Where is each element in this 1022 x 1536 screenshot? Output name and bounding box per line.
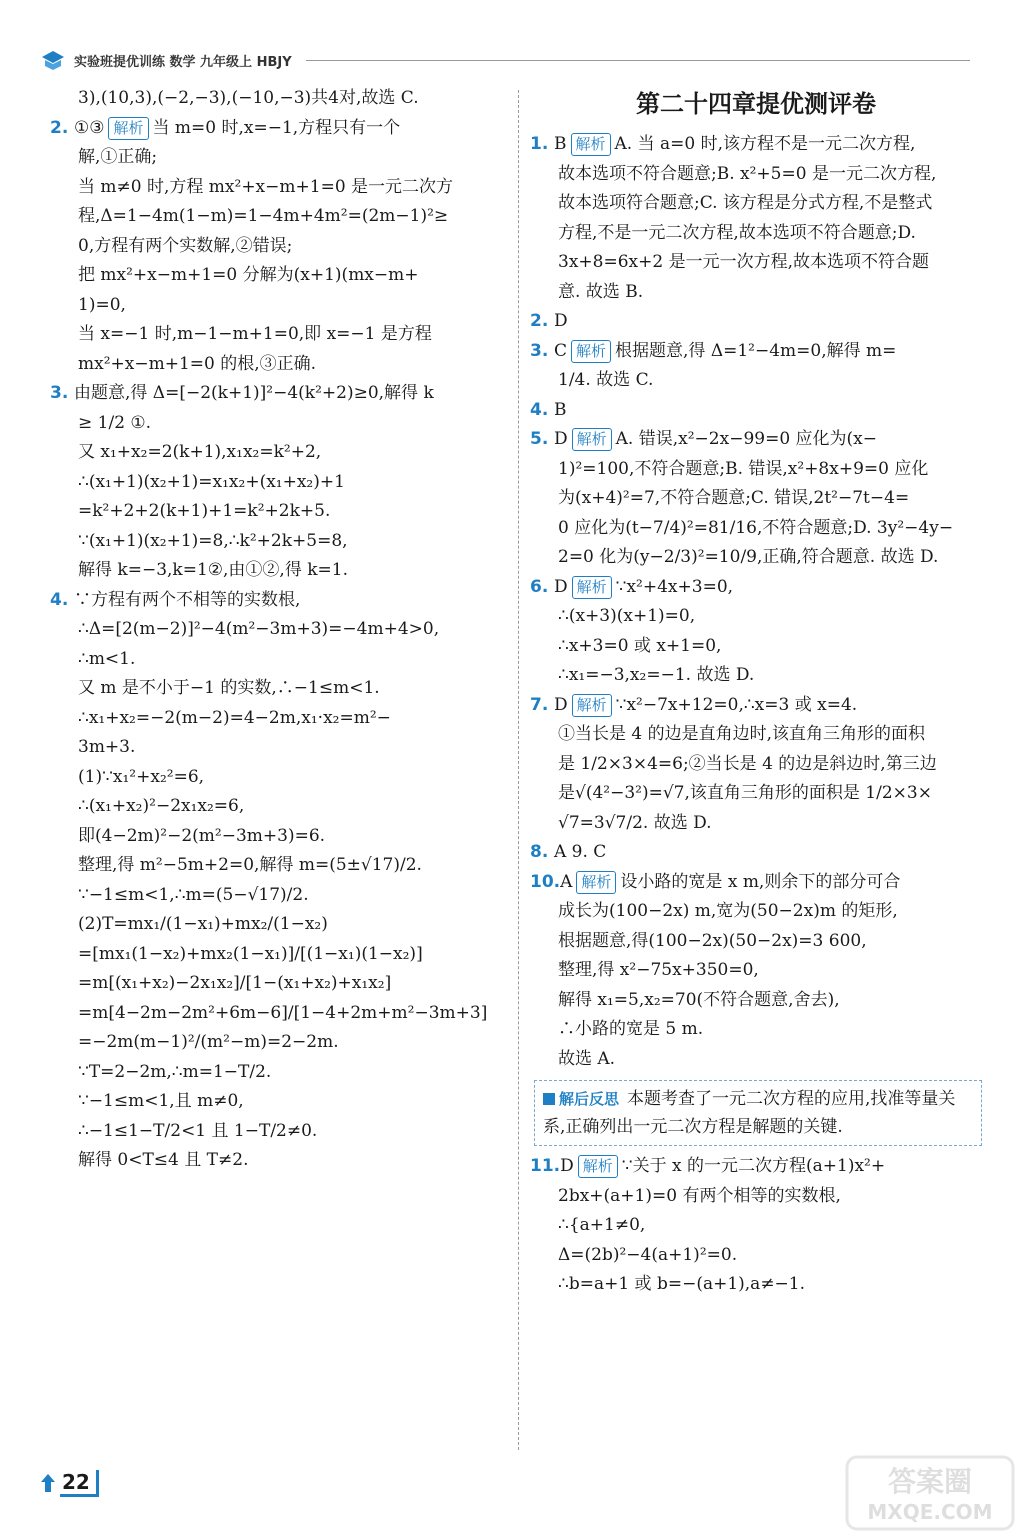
text-line — [50, 763, 506, 793]
text-line — [50, 114, 506, 144]
line-text: =k²+2+2(k+1)+1=k²+2k+5. — [78, 501, 331, 521]
text-line — [530, 189, 982, 219]
line-text: 2bx+(a+1)=0 有两个相等的实数根, — [558, 1185, 841, 1206]
up-arrow-icon — [40, 1473, 56, 1493]
question-number: 3. — [50, 383, 69, 403]
line-text: 故选 A. — [558, 1048, 616, 1069]
text-line — [50, 320, 506, 350]
question-number: 5. — [530, 429, 549, 449]
text-line — [530, 691, 982, 721]
line-text: 设小路的宽是 x m,则余下的部分可合 — [620, 871, 901, 892]
text-line — [530, 248, 982, 278]
line-text: ∴x₁=−3,x₂=−1. 故选 D. — [558, 665, 755, 685]
text-line — [530, 366, 982, 396]
line-text: 2=0 化为(y−2/3)²=10/9,正确,符合题意. 故选 D. — [558, 547, 939, 567]
text-line — [530, 661, 982, 691]
text-line — [50, 173, 506, 203]
line-text: √7=3√7/2. 故选 D. — [558, 812, 712, 833]
line-text: 由题意,得 Δ=[−2(k+1)]²−4(k²+2)≥0,解得 k — [74, 383, 434, 403]
text-line — [530, 720, 982, 750]
line-text: 当 m≠0 时,方程 mx²+x−m+1=0 是一元二次方 — [78, 176, 454, 197]
text-line — [530, 337, 982, 367]
left-column — [50, 84, 506, 1176]
line-text: 解得 0<T≤4 且 T≠2. — [78, 1150, 249, 1170]
analysis-tag: 解析 — [572, 428, 612, 451]
line-text: (1)∵x₁²+x₂²=6, — [78, 766, 205, 787]
analysis-tag: 解析 — [108, 117, 148, 140]
line-text: 解得 k=−3,k=1②,由①②,得 k=1. — [78, 560, 348, 580]
analysis-tag: 解析 — [571, 133, 611, 156]
line-text: 成长为(100−2x) m,宽为(50−2x)m 的矩形, — [558, 901, 898, 921]
line-text: 解得 x₁=5,x₂=70(不符合题意,舍去), — [558, 989, 840, 1010]
text-line — [530, 396, 982, 426]
line-text: ∵−1≤m<1,∴m=(5−√17)/2. — [78, 884, 309, 905]
text-line — [530, 868, 982, 898]
line-text: 故本选项不符合题意;B. x²+5=0 是一元二次方程, — [558, 163, 937, 184]
question-number: 6. — [530, 576, 549, 597]
line-text: 整理,得 m²−5m+2=0,解得 m=(5±√17)/2. — [78, 855, 422, 875]
text-line — [50, 409, 506, 439]
text-line — [50, 940, 506, 970]
note-label: 解后反思 — [559, 1090, 620, 1108]
line-text: Δ=(2b)²−4(a+1)²=0. — [558, 1244, 738, 1265]
page-number-box — [40, 1468, 99, 1498]
text-line — [530, 602, 982, 632]
text-line — [50, 438, 506, 468]
text-line — [530, 779, 982, 809]
line-text: ∵T=2−2m,∴m=1−T/2. — [78, 1061, 272, 1082]
line-text: =m[4−2m−2m²+6m−6]/[1−4+2m+m²−3m+3] — [78, 1002, 488, 1023]
text-line — [530, 897, 982, 927]
text-line — [50, 556, 506, 586]
text-line — [530, 1211, 982, 1241]
answer-choice: ①③ — [74, 117, 105, 138]
answers-list-2 — [530, 1152, 982, 1300]
watermark-logo — [845, 1455, 1015, 1531]
text-line — [530, 632, 982, 662]
line-text: 根据题意,得(100−2x)(50−2x)=3 600, — [558, 930, 867, 951]
text-line — [530, 956, 982, 986]
answer-choice: D — [554, 311, 568, 331]
line-text: 1)²=100,不符合题意;B. 错误,x²+8x+9=0 应化 — [558, 458, 929, 479]
line-text: mx²+x−m+1=0 的根,③正确. — [78, 353, 317, 374]
line-text: ①当长是 4 的边是直角边时,该直角三角形的面积 — [558, 724, 926, 744]
text-line — [530, 1182, 982, 1212]
question-number: 4. — [530, 399, 549, 420]
text-line — [530, 1045, 982, 1075]
note-text: 本题考查了一元二次方程的应用,找准等量关系,正确列出一元二次方程是解题的关键. — [543, 1089, 956, 1137]
line-text: 9. C — [566, 842, 607, 862]
analysis-tag: 解析 — [572, 576, 612, 599]
line-text: ∴(x+3)(x+1)=0, — [558, 606, 696, 626]
text-line — [50, 1117, 506, 1147]
text-line — [50, 704, 506, 734]
line-text: 又 m 是不小于−1 的实数,∴−1≤m<1. — [78, 678, 380, 698]
line-text: ∵方程有两个不相等的实数根, — [74, 589, 301, 610]
header-rule — [306, 60, 970, 61]
text-line — [530, 425, 982, 455]
answer-choice: B — [554, 134, 567, 154]
text-line — [530, 307, 982, 337]
line-text: =[mx₁(1−x₂)+mx₂(1−x₁)]/[(1−x₁)(1−x₂)] — [78, 943, 423, 964]
line-text: A. 当 a=0 时,该方程不是一元二次方程, — [614, 134, 916, 154]
text-line — [530, 278, 982, 308]
text-line — [530, 1241, 982, 1271]
text-line — [530, 130, 982, 160]
text-line — [530, 543, 982, 573]
text-line — [50, 822, 506, 852]
analysis-tag: 解析 — [571, 340, 611, 363]
answer-choice: D — [554, 429, 568, 449]
text-line — [50, 202, 506, 232]
chapter-title: 第二十四章提优测评卷 — [636, 90, 876, 118]
line-text: 解,①正确; — [78, 147, 158, 167]
text-line — [530, 1152, 982, 1182]
analysis-tag: 解析 — [578, 1155, 618, 1178]
line-text: 0,方程有两个实数解,②错误; — [78, 235, 293, 256]
line-text: ∴(x₁+x₂)²−2x₁x₂=6, — [78, 796, 245, 816]
question-number: 1. — [530, 134, 549, 154]
text-line — [50, 733, 506, 763]
text-line — [50, 1028, 506, 1058]
text-line — [50, 1146, 506, 1176]
line-text: 1/4. 故选 C. — [558, 370, 654, 390]
question-number: 7. — [530, 694, 549, 715]
watermark-url: MXQE.COM — [867, 1500, 993, 1524]
question-number: 10. — [530, 871, 561, 892]
question-number: 3. — [530, 340, 549, 361]
text-line — [530, 484, 982, 514]
text-line — [50, 910, 506, 940]
line-text: ∴−1≤1−T/2<1 且 1−T/2≠0. — [78, 1120, 318, 1141]
line-text: A. 错误,x²−2x−99=0 应化为(x− — [615, 429, 877, 449]
question-number: 8. — [530, 842, 549, 862]
line-text: 根据题意,得 Δ=1²−4m=0,解得 m= — [615, 340, 897, 361]
answer-choice: D — [554, 576, 568, 597]
text-line — [50, 615, 506, 645]
line-text: ∴Δ=[2(m−2)]²−4(m²−3m+3)=−4m+4>0, — [78, 619, 440, 639]
line-text: 0 应化为(t−7/4)²=81/16,不符合题意;D. 3y²−4y− — [558, 517, 954, 538]
text-line — [50, 851, 506, 881]
text-line — [50, 350, 506, 380]
line-text: 1)=0, — [78, 294, 126, 315]
text-line — [530, 219, 982, 249]
question-number: 4. — [50, 589, 69, 610]
line-text: ∵关于 x 的一元二次方程(a+1)x²+ — [621, 1156, 886, 1176]
text-line — [50, 379, 506, 409]
line-text: 程,Δ=1−4m(1−m)=1−4m+4m²=(2m−1)²≥ — [78, 206, 449, 226]
question-number: 2. — [50, 117, 69, 138]
line-text: ∵x²−7x+12=0,∴x=3 或 x=4. — [615, 694, 858, 715]
line-text: ∴x₁+x₂=−2(m−2)=4−2m,x₁·x₂=m²− — [78, 707, 391, 728]
text-line — [50, 1087, 506, 1117]
column-divider — [518, 90, 519, 1450]
text-line — [50, 291, 506, 321]
line-text: ∴b=a+1 或 b=−(a+1),a≠−1. — [558, 1274, 806, 1294]
reflection-note — [534, 1080, 982, 1146]
text-line — [530, 573, 982, 603]
text-line — [50, 674, 506, 704]
line-text: 即(4−2m)²−2(m²−3m+3)=6. — [78, 825, 326, 846]
line-text: 3x+8=6x+2 是一元一次方程,故本选项不符合题 — [558, 252, 929, 272]
book-logo-icon — [40, 49, 66, 71]
question-number: 2. — [530, 311, 549, 331]
text-line — [50, 468, 506, 498]
answer-choice: C — [554, 340, 568, 361]
text-line — [50, 261, 506, 291]
text-line — [530, 750, 982, 780]
text-line — [530, 1270, 982, 1300]
text-line — [530, 809, 982, 839]
line-text: 方程,不是一元二次方程,故本选项不符合题意;D. — [558, 222, 916, 243]
line-text: ∵(x₁+1)(x₂+1)=8,∴k²+2k+5=8, — [78, 530, 348, 551]
text-line — [50, 84, 506, 114]
line-text: 故本选项符合题意;C. 该方程是分式方程,不是整式 — [558, 193, 933, 213]
text-line — [530, 455, 982, 485]
text-line — [50, 232, 506, 262]
line-text: 是√(4²−3²)=√7,该直角三角形的面积是 1/2×3× — [558, 783, 932, 803]
line-text: 当 m=0 时,x=−1,方程只有一个 — [152, 117, 401, 138]
answer-choice: D — [560, 1156, 574, 1176]
text-line — [50, 1058, 506, 1088]
answer-choice: A — [560, 871, 573, 892]
line-text: 为(x+4)²=7,不符合题意;C. 错误,2t²−7t−4= — [558, 488, 910, 508]
text-line — [50, 792, 506, 822]
page-number: 22 — [60, 1470, 99, 1497]
text-line — [530, 1015, 982, 1045]
text-line — [530, 927, 982, 957]
line-text: =m[(x₁+x₂)−2x₁x₂]/[1−(x₁+x₂)+x₁x₂] — [78, 973, 392, 993]
line-text: 3m+3. — [78, 737, 136, 757]
line-text: 3),(10,3),(−2,−3),(−10,−3)共4对,故选 C. — [78, 88, 419, 108]
line-text: ∴小路的宽是 5 m. — [558, 1019, 704, 1039]
line-text: ∴{a+1≠0, — [558, 1215, 646, 1235]
text-line — [50, 527, 506, 557]
line-text: 当 x=−1 时,m−1−m+1=0,即 x=−1 是方程 — [78, 324, 432, 344]
note-square-icon — [543, 1093, 555, 1105]
text-line — [530, 160, 982, 190]
book-title: 实验班提优训练 数学 九年级上 HBJY — [74, 54, 292, 70]
answer-choice: A — [554, 842, 567, 862]
watermark-text: 答案圈 — [887, 1465, 973, 1498]
text-line — [50, 645, 506, 675]
line-text: ∵−1≤m<1,且 m≠0, — [78, 1091, 244, 1111]
analysis-tag: 解析 — [572, 694, 612, 717]
text-line — [50, 497, 506, 527]
text-line — [530, 838, 982, 868]
line-text: ∴(x₁+1)(x₂+1)=x₁x₂+(x₁+x₂)+1 — [78, 471, 345, 492]
text-line — [50, 881, 506, 911]
text-line — [50, 969, 506, 999]
line-text: =−2m(m−1)²/(m²−m)=2−2m. — [78, 1032, 339, 1052]
line-text: 意. 故选 B. — [558, 281, 644, 302]
text-line — [50, 999, 506, 1029]
text-line — [530, 986, 982, 1016]
line-text: 又 x₁+x₂=2(k+1),x₁x₂=k²+2, — [78, 442, 322, 462]
line-text: 整理,得 x²−75x+350=0, — [558, 960, 759, 980]
analysis-tag: 解析 — [576, 871, 616, 894]
text-line — [50, 586, 506, 616]
line-text: 是 1/2×3×4=6;②当长是 4 的边是斜边时,第三边 — [558, 753, 937, 774]
line-text: ∵x²+4x+3=0, — [615, 576, 734, 597]
question-number: 11. — [530, 1156, 561, 1176]
page-header — [40, 46, 970, 74]
line-text: ∴m<1. — [78, 648, 136, 669]
right-column — [530, 84, 982, 1300]
line-text: ≥ 1/2 ①. — [78, 412, 152, 433]
text-line — [50, 143, 506, 173]
line-text: 把 mx²+x−m+1=0 分解为(x+1)(mx−m+ — [78, 265, 419, 285]
answer-choice: D — [554, 694, 568, 715]
line-text: (2)T=mx₁/(1−x₁)+mx₂/(1−x₂) — [78, 914, 328, 934]
text-line — [530, 514, 982, 544]
answers-list-1 — [530, 130, 982, 1074]
answer-choice: B — [554, 399, 567, 420]
line-text: ∴x+3=0 或 x+1=0, — [558, 635, 722, 656]
